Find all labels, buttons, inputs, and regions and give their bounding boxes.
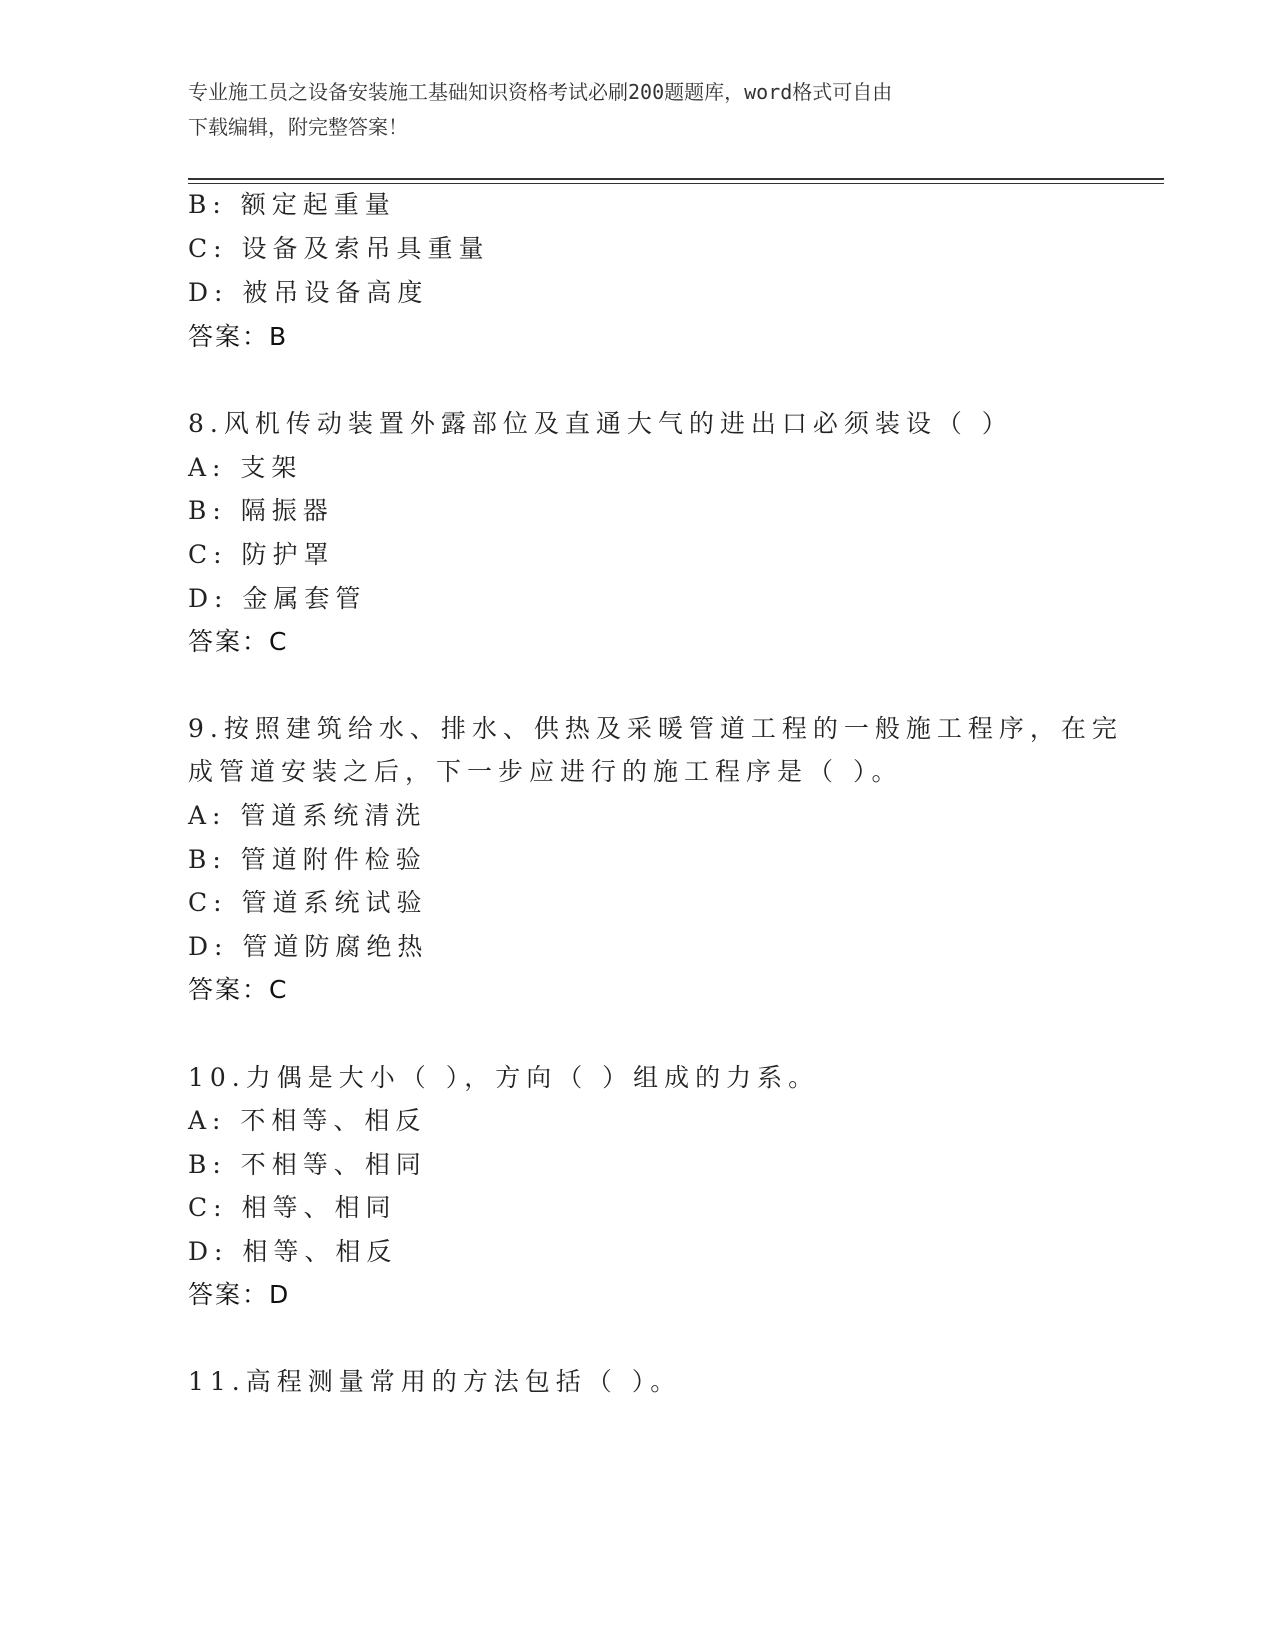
question-text: 8.风机传动装置外露部位及直通大气的进出口必须装设（ ） (188, 409, 1013, 438)
option-d: D: 相等、相反 (188, 1237, 398, 1266)
option-d: D: 金属套管 (188, 584, 367, 613)
header-divider-bottom (188, 183, 1164, 184)
question-text: 10.力偶是大小（ ），方向（ ）组成的力系。 (188, 1063, 820, 1092)
option-b: B: 额定起重量 (188, 190, 396, 219)
header-divider-top (188, 178, 1164, 180)
question-text: 11.高程测量常用的方法包括（ ）。 (188, 1367, 682, 1396)
document-header (188, 75, 1088, 145)
answer: 答案：C (188, 975, 289, 1004)
option-c: C: 防护罩 (188, 540, 335, 569)
option-b: B: 不相等、相同 (188, 1150, 427, 1179)
option-b: B: 管道附件检验 (188, 845, 427, 874)
option-b: B: 隔振器 (188, 496, 334, 525)
header-line-1: 专业施工员之设备安装施工基础知识资格考试必刷200题题库，word格式可自由 (188, 80, 893, 104)
option-a: A: 支架 (188, 453, 303, 482)
answer: 答案：C (188, 627, 289, 656)
question-text: 9.按照建筑给水、排水、供热及采暖管道工程的一般施工程序，在完 (188, 714, 1123, 743)
option-d: D: 管道防腐绝热 (188, 932, 429, 961)
answer: 答案：D (188, 1280, 291, 1309)
question-text-continued: 成管道安装之后，下一步应进行的施工程序是（ ）。 (188, 757, 903, 786)
option-c: C: 相等、相同 (188, 1193, 397, 1222)
header-line-2: 下载编辑，附完整答案！ (188, 115, 408, 139)
answer: 答案：B (188, 322, 289, 351)
option-c: C: 设备及索吊具重量 (188, 234, 490, 263)
option-c: C: 管道系统试验 (188, 888, 428, 917)
option-a: A: 管道系统清洗 (188, 801, 427, 830)
option-d: D: 被吊设备高度 (188, 278, 429, 307)
option-a: A: 不相等、相反 (188, 1106, 427, 1135)
